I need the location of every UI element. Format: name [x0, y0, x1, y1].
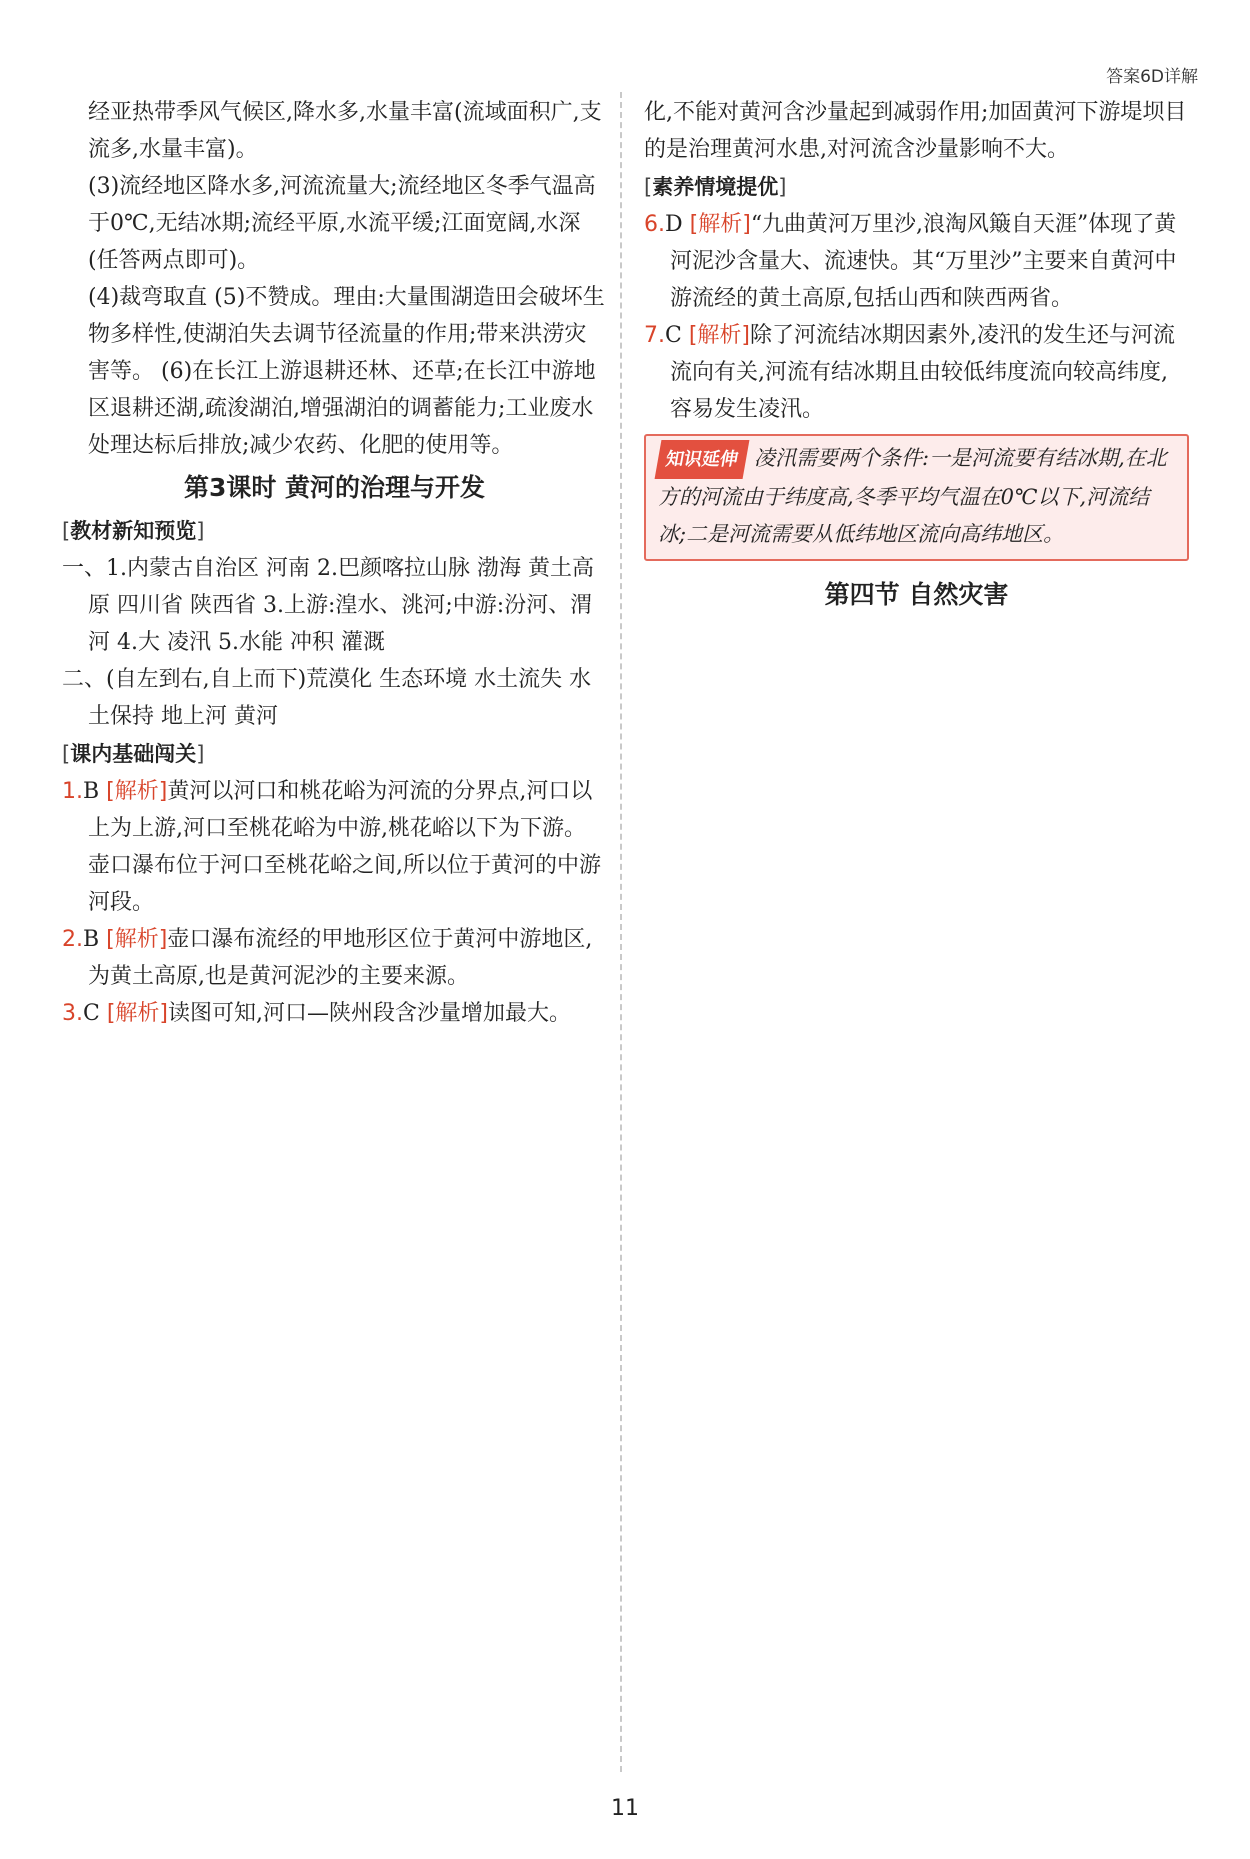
- text-paragraph: 经亚热带季风气候区,降水多,水量丰富(流域面积广,支流多,水量丰富)。: [88, 100, 602, 162]
- text-paragraph: 一、1.内蒙古自治区 河南 2.巴颜喀拉山脉 渤海 黄土高原 四川省 陕西省 3.上游:湟水、洮河;中游:汾河、渭河 4.大 凌汛 5.水能 冲积 灌溉: [62, 556, 594, 655]
- answer-item: 7.C [解析]除了河流结冰期因素外,凌汛的发生还与河流流向有关,河流有结冰期且由较低纬度流向较高纬度,容易发生凌汛。: [644, 323, 1176, 422]
- text-paragraph: (3)流经地区降水多,河流流量大;流经地区冬季气温高于0℃,无结冰期;流经平原,水流平缓;江面宽阔,水深(任答两点即可)。: [88, 174, 596, 273]
- lesson-title: 第3课时 黄河的治理与开发: [183, 473, 486, 502]
- left-column: [62, 94, 607, 1032]
- answer-item: 1.B [解析]黄河以河口和桃花峪为河流的分界点,河口以上为上游,河口至桃花峪为中游,桃花峪以下为下游。壶口瀑布位于河口至桃花峪之间,所以位于黄河的中游河段。: [62, 779, 601, 915]
- text-paragraph: (4)裁弯取直 (5)不赞成。理由:大量围湖造田会破坏生物多样性,使湖泊失去调节径流量的作用;带来洪涝灾害等。 (6)在长江上游退耕还林、还草;在长江中游地区退耕还湖,疏浚湖泊,增强湖泊的调蓄能力;工业废水处理达标后排放;减少农药、化肥的使用等。: [88, 285, 605, 458]
- section-title: 第四节 自然灾害: [824, 580, 1009, 609]
- knowledge-extension-label: 知识延伸: [655, 440, 750, 479]
- page-header-label: 答案6D详解: [1106, 67, 1198, 87]
- section-heading: [教材新知预览]: [62, 519, 205, 543]
- extension-text: 凌汛需要两个条件:一是河流要有结冰期,在北方的河流由于纬度高,冬季平均气温在0℃以下,河流结冰;二是河流需要从低纬地区流向高纬地区。: [658, 446, 1167, 546]
- section-heading: [课内基础闯关]: [62, 742, 205, 766]
- text-paragraph: 二、(自左到右,自上而下)荒漠化 生态环境 水土流失 水土保持 地上河 黄河: [62, 667, 592, 729]
- knowledge-extension-box: [644, 434, 1189, 561]
- page-number: 11: [611, 1796, 639, 1821]
- answer-item: 6.D [解析]“九曲黄河万里沙,浪淘风簸自天涯”体现了黄河泥沙含量大、流速快。其“万里沙”主要来自黄河中游流经的黄土高原,包括山西和陕西两省。: [644, 212, 1177, 311]
- right-column: [644, 94, 1189, 619]
- section-heading: [素养情境提优]: [644, 175, 787, 199]
- column-divider: [620, 92, 622, 1772]
- answer-item: 2.B [解析]壶口瀑布流经的甲地形区位于黄河中游地区,为黄土高原,也是黄河泥沙的主要来源。: [62, 927, 593, 989]
- text-paragraph: 化,不能对黄河含沙量起到减弱作用;加固黄河下游堤坝目的是治理黄河水患,对河流含沙量影响不大。: [644, 100, 1187, 162]
- answer-item: 3.C [解析]读图可知,河口—陕州段含沙量增加最大。: [62, 1001, 572, 1026]
